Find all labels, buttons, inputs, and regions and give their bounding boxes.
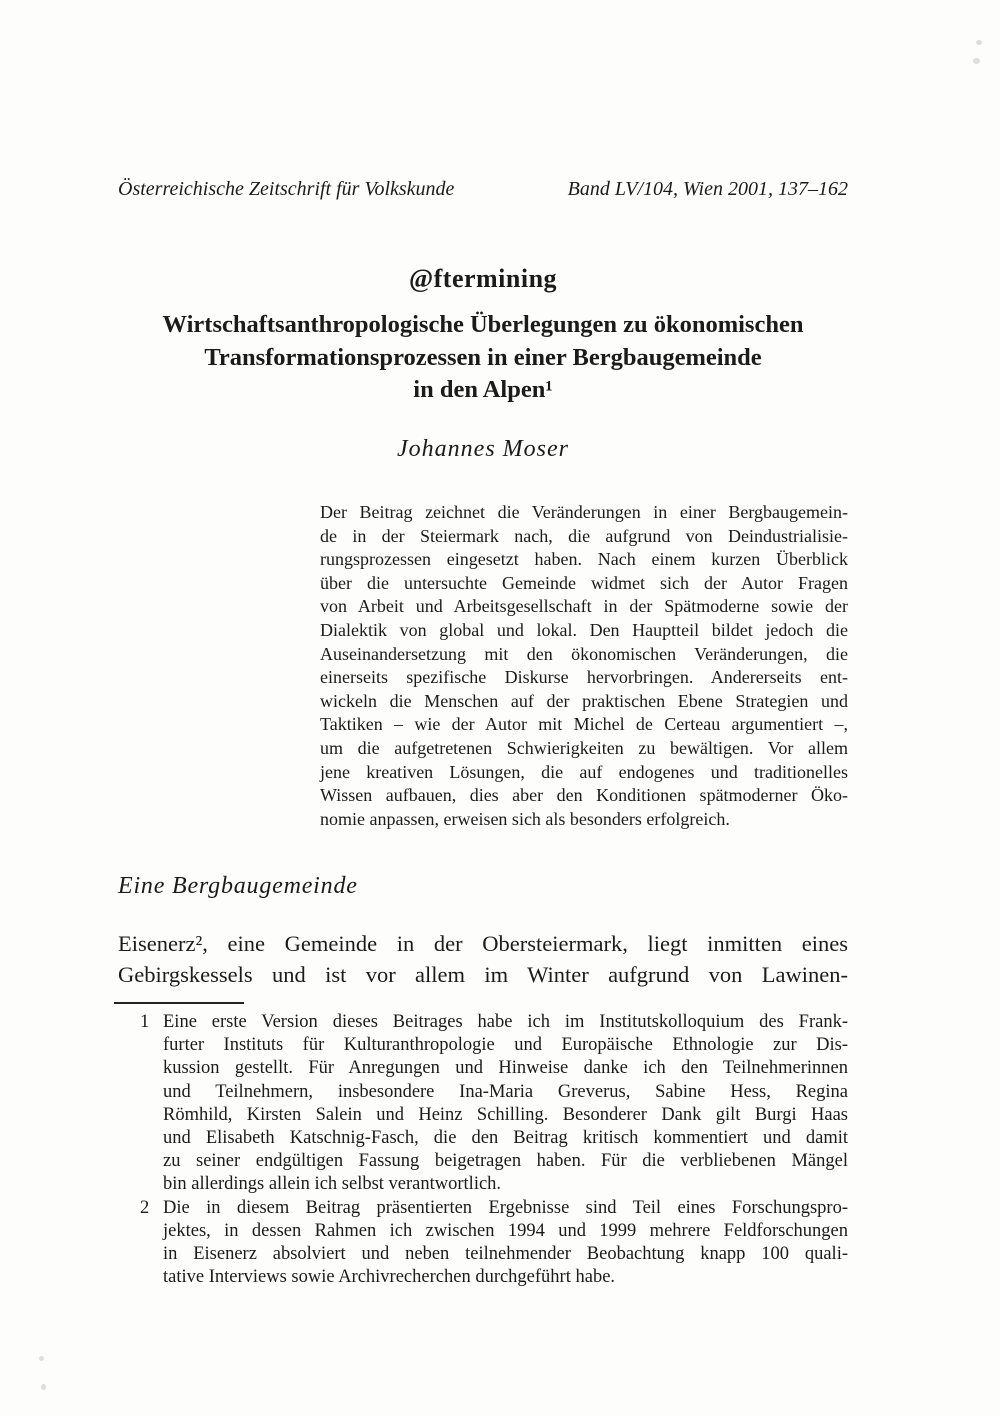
footnote-line: Eine erste Version dieses Beitrages habe ich im Institutskolloquium des Frank- xyxy=(163,1012,848,1032)
section-heading: Eine Bergbaugemeinde xyxy=(118,873,358,899)
footnote-line: tative Interviews sowie Archivrecherchen durchgeführt habe. xyxy=(163,1267,616,1288)
abstract-line: Auseinandersetzung mit den ökonomischen Veränderungen, die xyxy=(320,643,848,664)
abstract-line: von Arbeit und Arbeitsgesellschaft in der Spätmoderne sowie der xyxy=(320,596,848,617)
abstract-line: jene kreativen Lösungen, die auf endogenes und traditionelles xyxy=(320,761,848,782)
abstract-line: rungsprozessen eingesetzt haben. Nach einem kurzen Überblick xyxy=(320,549,848,570)
footnote-line: bin allerdings allein ich selbst verantwortlich. xyxy=(163,1174,502,1195)
scan-artifact xyxy=(41,1384,46,1390)
footnote-line: furter Instituts für Kulturanthropologie und Europäische Ethnologie zur Dis- xyxy=(163,1035,848,1056)
body-line: Gebirgskessels und ist vor allem im Winter aufgrund von Lawinen- xyxy=(118,961,848,987)
abstract-line: einerseits spezifische Diskurse hervorbringen. Andererseits ent- xyxy=(320,667,848,688)
footnote-line: kussion gestellt. Für Anregungen und Hinweise danke ich den Teilnehmerinnen xyxy=(163,1058,848,1079)
footnote-line: Die in diesem Beitrag präsentierten Ergebnisse sind Teil eines Forschungspro- xyxy=(163,1197,848,1218)
abstract-line: nomie anpassen, erweisen sich als besonders erfolgreich. xyxy=(320,808,730,829)
abstract-line: de in der Steiermark nach, die aufgrund von Deindustrialisie- xyxy=(320,525,848,546)
footnote-number: 2 xyxy=(140,1197,150,1218)
article-title xyxy=(118,309,848,407)
abstract-line: über die untersuchte Gemeinde widmet sich der Autor Fragen xyxy=(320,572,848,593)
footnotes xyxy=(118,1011,848,1289)
footnote-line: zu seiner endgültigen Fassung beigetragen haben. Für die verbliebenen Mängel xyxy=(163,1151,848,1172)
scan-artifact xyxy=(39,1356,44,1361)
footnote-line: Römhild, Kirsten Salein und Heinz Schilling. Besonderer Dank gilt Burgi Haas xyxy=(163,1104,848,1125)
author-name: Johannes Moser xyxy=(397,436,569,462)
article-title-line: Wirtschaftsanthropologische Überlegungen zu ökonomischen xyxy=(162,311,804,338)
abstract-line: Dialektik von global und lokal. Den Hauptteil bildet jedoch die xyxy=(320,619,848,640)
body-line: Eisenerz², eine Gemeinde in der Obersteiermark, liegt inmitten eines xyxy=(118,931,848,956)
footnote-line: und Teilnehmern, insbesondere Ina-Maria Greverus, Sabine Hess, Regina xyxy=(163,1081,848,1102)
footnote-line: in Eisenerz absolviert und neben teilnehmender Beobachtung knapp 100 quali- xyxy=(163,1244,848,1265)
abstract-line: Wissen aufbauen, dies aber den Konditionen spätmoderner Öko- xyxy=(320,785,848,806)
abstract-line: wickeln die Menschen auf der praktischen Ebene Strategien und xyxy=(320,690,848,711)
article-title-line: Transformationsprozessen in einer Bergbaugemeinde xyxy=(204,343,762,371)
journal-title: Österreichische Zeitschrift für Volkskunde xyxy=(118,178,455,200)
article-kicker: @ftermining xyxy=(408,264,558,293)
footnote-1 xyxy=(118,1011,848,1197)
page-header xyxy=(118,178,848,201)
issue-info: Band LV/104, Wien 2001, 137–162 xyxy=(567,178,848,200)
abstract xyxy=(320,501,848,831)
footnote-number: 1 xyxy=(140,1012,150,1032)
body-paragraph xyxy=(118,929,848,990)
scan-artifact xyxy=(973,58,980,64)
footnote-separator-rule xyxy=(114,1002,244,1004)
footnote-line: jektes, in dessen Rahmen ich zwischen 1994 und 1999 mehrere Feldforschungen xyxy=(163,1220,848,1241)
abstract-line: Der Beitrag zeichnet die Veränderungen in einer Bergbaugemein- xyxy=(320,502,848,522)
abstract-line: um die aufgetretenen Schwierigkeiten zu bewältigen. Vor allem xyxy=(320,737,848,758)
scan-artifact xyxy=(976,40,982,45)
footnote-2 xyxy=(118,1197,848,1290)
abstract-line: Taktiken – wie der Autor mit Michel de Certeau argumentiert –, xyxy=(320,714,848,735)
footnote-line: und Elisabeth Katschnig-Fasch, die den Beitrag kritisch kommentiert und damit xyxy=(163,1128,848,1149)
article-title-line: in den Alpen¹ xyxy=(413,376,553,403)
